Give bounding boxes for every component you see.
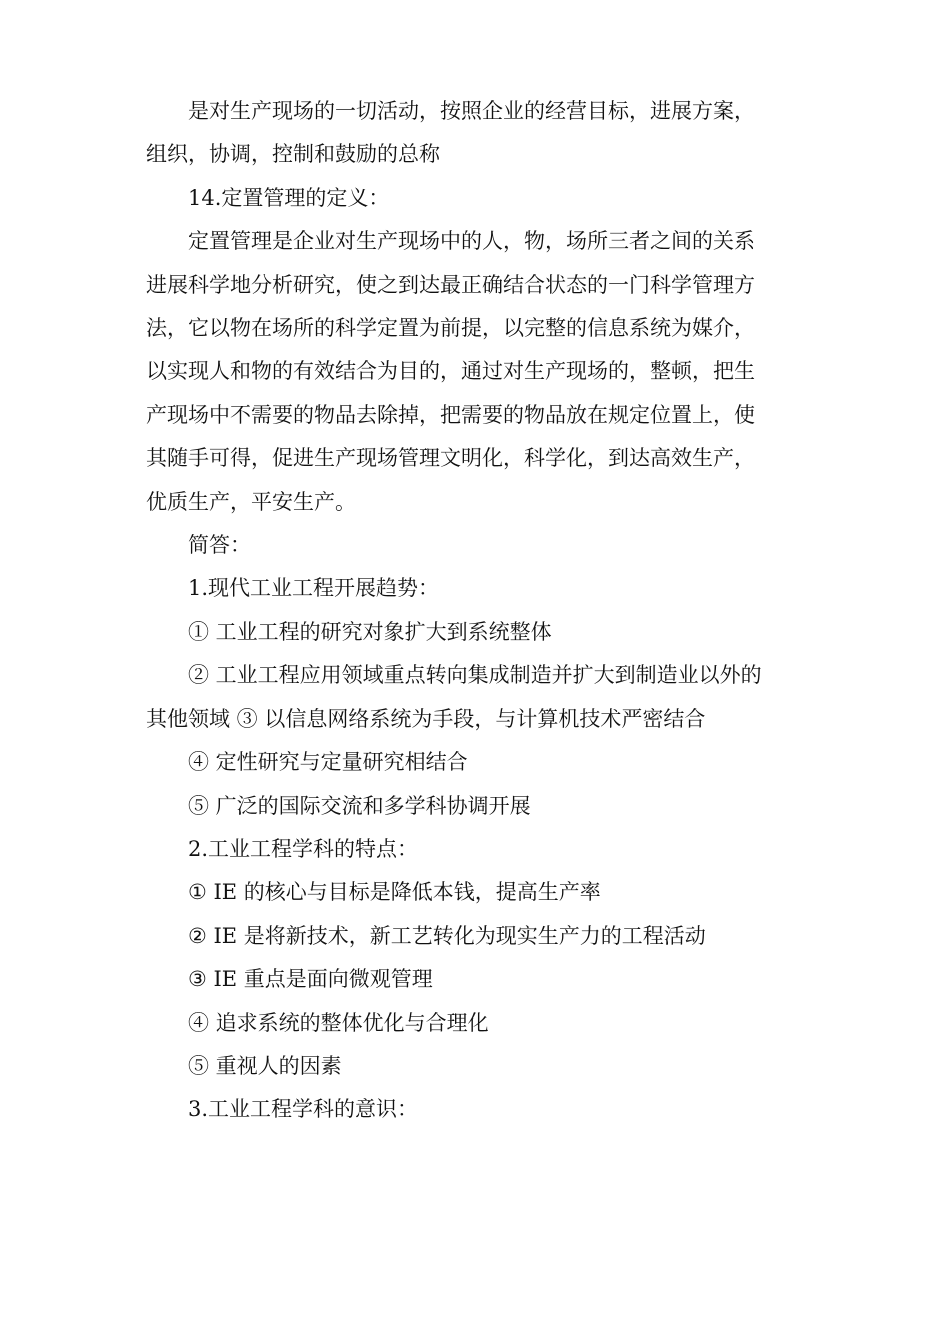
list-item: ① 工业工程的研究对象扩大到系统整体 xyxy=(188,619,552,644)
list-item: ④ 追求系统的整体优化与合理化 xyxy=(188,1010,489,1035)
section-heading: 3.工业工程学科的意识： xyxy=(188,1097,419,1122)
text-line: 是对生产现场的一切活动，按照企业的经营目标，进展方案， xyxy=(188,99,755,123)
list-item: 其他领域 ③ 以信息网络系统为手段，与计算机技术严密结合 xyxy=(146,706,706,731)
text-line: 优质生产，平安生产。 xyxy=(146,489,356,514)
text-line: 组织，协调，控制和鼓励的总称 xyxy=(146,142,440,167)
text-line: 其随手可得，促进生产现场管理文明化，科学化，到达高效生产， xyxy=(146,446,755,471)
text-line: 产现场中不需要的物品去除掉，把需要的物品放在规定位置上，使 xyxy=(146,402,755,427)
section-heading: 简答： xyxy=(188,533,251,558)
list-item: ⑤ 重视人的因素 xyxy=(188,1053,342,1078)
list-item: ③ IE 重点是面向微观管理 xyxy=(188,967,433,992)
text-line: 以实现人和物的有效结合为目的，通过对生产现场的，整顿，把生 xyxy=(146,359,755,384)
list-item: ② 工业工程应用领域重点转向集成制造并扩大到制造业以外的 xyxy=(188,663,762,688)
text-line: 进展科学地分析研究，使之到达最正确结合状态的一门科学管理方 xyxy=(146,272,755,297)
list-item: ⑤ 广泛的国际交流和多学科协调开展 xyxy=(188,793,531,818)
document-body xyxy=(146,90,810,1132)
section-heading: 1.现代工业工程开展趋势： xyxy=(188,576,440,601)
section-heading: 2.工业工程学科的特点： xyxy=(188,836,419,861)
text-line: 法，它以物在场所的科学定置为前提，以完整的信息系统为媒介， xyxy=(146,316,755,341)
section-heading: 14.定置管理的定义： xyxy=(188,185,390,210)
list-item: ① IE 的核心与目标是降低本钱，提高生产率 xyxy=(188,880,601,905)
text-line: 定置管理是企业对生产现场中的人，物，场所三者之间的关系 xyxy=(188,229,755,254)
list-item: ④ 定性研究与定量研究相结合 xyxy=(188,750,468,775)
list-item: ② IE 是将新技术，新工艺转化为现实生产力的工程活动 xyxy=(188,923,706,948)
